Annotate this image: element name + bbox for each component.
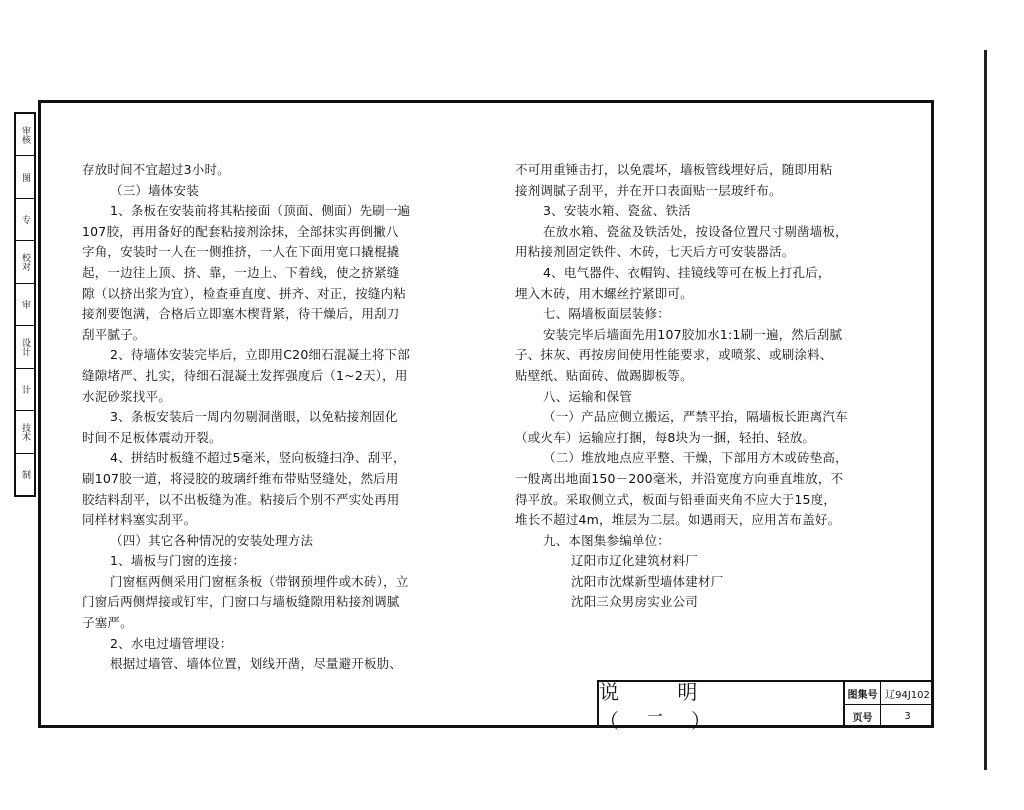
text-line: 刷107胶一道，将浸胶的玻璃纤维布带贴竖缝处，然后用 <box>82 470 399 486</box>
text-line: 3、条板安装后一周内勿剔洞凿眼，以免粘接剂固化 <box>110 409 398 425</box>
text-line: 时间不足板体震动开裂。 <box>82 429 222 445</box>
text-line: 在放水箱、瓷盆及铁活处，按设备位置尺寸剔凿墙板， <box>543 223 848 239</box>
text-line: 1、条板在安装前将其粘接面（顶面、侧面）先刷一遍 <box>110 203 411 219</box>
text-line: 子塞严。 <box>82 615 133 631</box>
strip-cell: 技术 <box>16 411 34 453</box>
text-line: 2、待墙体安装完毕后，立即用C20细石混凝土将下部 <box>110 347 411 363</box>
signature-strip <box>14 112 36 497</box>
text-line: 根据过墙管、墙体位置，划线开凿，尽量避开板肋、 <box>110 656 403 672</box>
text-line: 隙（以挤出浆为宜），检查垂直度、拼齐、对正，按缝内粘 <box>82 285 406 301</box>
text-line: 一般离出地面150－200毫米，并沿宽度方向垂直堆放，不 <box>515 470 844 486</box>
atlas-number-value: 辽94J102 <box>881 682 934 705</box>
text-line: （四）其它各种情况的安装处理方法 <box>110 532 314 548</box>
text-line: 4、拼结时板缝不超过5毫米，竖向板缝扫净、刮平， <box>110 450 406 466</box>
text-line: 七、隔墙板面层装修： <box>543 306 671 322</box>
text-line: 门窗框两侧采用门窗框条板（带钢预埋件或木砖），立 <box>110 573 409 589</box>
text-line: （三）墙体安装 <box>110 182 199 198</box>
strip-cell: 校对 <box>16 241 34 283</box>
text-line: 堆长不超过4m，堆层为二层。如遇雨天，应用苫布盖好。 <box>515 512 841 528</box>
text-line: 4、电气器件、衣帽钩、挂镜线等可在板上打孔后， <box>543 264 831 280</box>
text-line: 用粘接剂固定铁件、木砖，七天后方可安装器活。 <box>515 244 795 260</box>
text-line: 子、抹灰、再按房间使用性能要求，或喷浆、或刷涂料、 <box>515 347 833 363</box>
text-line: 接剂要饱满，合格后立即塞木楔背紧，待干燥后，用刮刀 <box>82 306 400 322</box>
text-line: （或火车）运输应打捆，每8块为一捆，轻拍、轻放。 <box>515 429 816 445</box>
text-line: 胶结料刮平，以不出板缝为准。粘接后个别不严实处再用 <box>82 491 400 507</box>
title-block <box>597 680 934 733</box>
strip-cell: 计 <box>16 369 34 411</box>
text-line: 刮平腻子。 <box>82 326 146 342</box>
text-line: 八、运输和保管 <box>543 388 632 404</box>
text-line: 沈阳市沈煤新型墙体建材厂 <box>571 573 724 589</box>
text-line: 接剂调腻子刮平，并在开口表面贴一层玻纤布。 <box>515 182 782 198</box>
text-line: 得平放。采取侧立式，板面与铅垂面夹角不应大于15度， <box>515 491 837 507</box>
text-line: 2、水电过墙管埋设： <box>110 635 233 651</box>
text-line: 九、本图集参编单位： <box>543 532 671 548</box>
text-line: 字角，安装时一人在一侧推挤，一人在下面用宽口撬棍撬 <box>82 244 400 260</box>
text-line: （二）堆放地点应平整、干燥，下部用方木或砖垫高， <box>543 450 848 466</box>
page-number-value: 3 <box>904 711 911 722</box>
strip-cell: 图 <box>16 156 34 198</box>
text-line: 不可用重锤击打，以免震坏，墙板管线埋好后，随即用粘 <box>515 162 833 177</box>
text-line: 107胶，再用备好的配套粘接剂涂抹，全部抹实再倒撇八 <box>82 223 399 239</box>
page-number-label: 页号 <box>845 705 881 728</box>
text-line: 安装完毕后墙面先用107胶加水1:1刷一遍，然后刮腻 <box>543 326 843 342</box>
strip-cell: 制 <box>20 469 30 479</box>
text-line: 1、墙板与门窗的连接： <box>110 553 246 569</box>
text-line: 同样材料塞实刮平。 <box>82 512 197 528</box>
text-line: （一）产品应侧立搬运，严禁平抬，隔墙板长距离汽车 <box>543 409 848 425</box>
atlas-number-label: 图集号 <box>845 682 881 705</box>
strip-cell: 审核 <box>16 114 34 156</box>
text-line: 起，一边往上顶、挤、靠，一边上、下着线，使之挤紧缝 <box>82 264 400 280</box>
strip-cell: 设计 <box>16 326 34 368</box>
text-line: 贴壁纸、贴面砖、做踢脚板等。 <box>515 367 693 383</box>
text-line: 埋入木砖，用木螺丝拧紧即可。 <box>515 285 693 301</box>
text-line: 3、安装水箱、瓷盆、铁活 <box>543 203 691 219</box>
sheet-title: 说 明（二） <box>599 682 845 728</box>
text-line: 门窗后两侧焊接或钉牢，门窗口与墙板缝隙用粘接剂调腻 <box>82 594 400 610</box>
strip-cell: 审 <box>16 284 34 326</box>
text-line: 缝隙堵严、扎实，待细石混凝土发挥强度后（1~2天），用 <box>82 367 408 383</box>
right-text-column <box>515 160 895 613</box>
left-text-column <box>82 160 482 675</box>
text-line: 存放时间不宜超过3小时。 <box>82 162 230 177</box>
text-line: 辽阳市辽化建筑材料厂 <box>571 553 699 569</box>
text-line: 水泥砂浆找平。 <box>82 388 171 404</box>
strip-cell: 专 <box>16 199 34 241</box>
page-edge-line <box>984 50 987 770</box>
text-line: 沈阳三众男房实业公司 <box>571 594 699 610</box>
